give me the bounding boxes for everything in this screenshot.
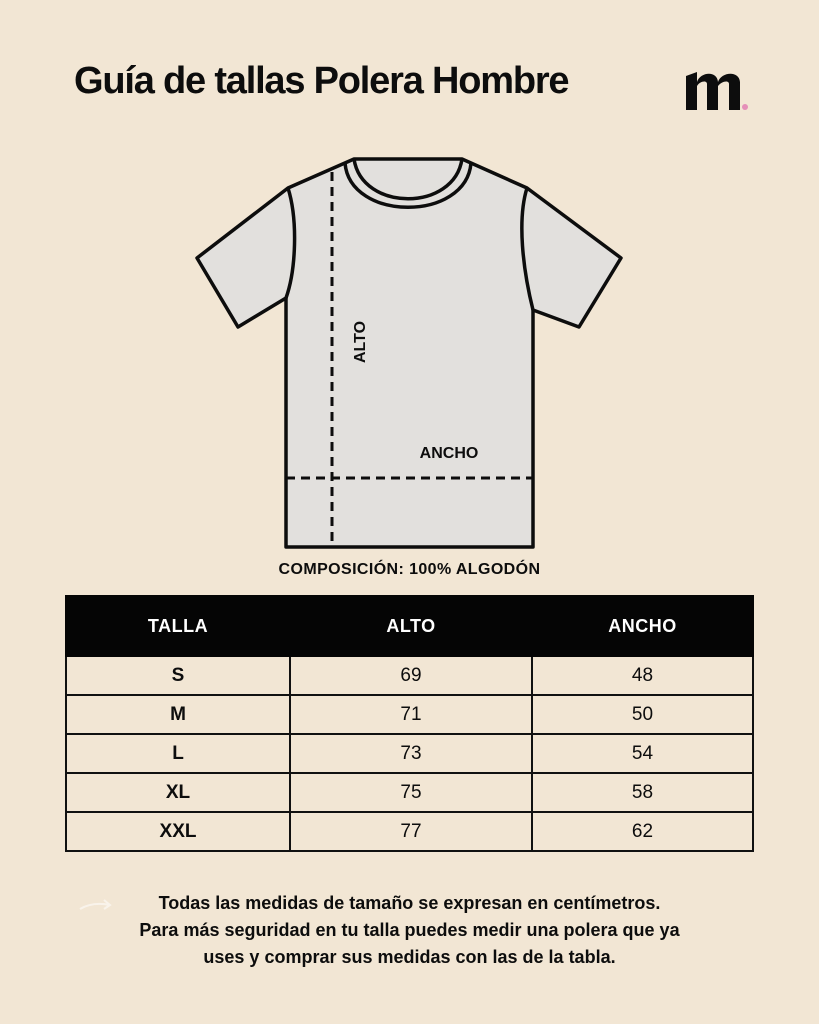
footer-line-2: Para más seguridad en tu talla puedes medir una polera que ya — [139, 920, 680, 940]
size-cell: M — [66, 695, 290, 734]
footer-note — [60, 890, 759, 971]
alto-cell: 73 — [290, 734, 532, 773]
page-title: Guía de tallas Polera Hombre — [74, 60, 569, 102]
header-alto: ALTO — [290, 596, 532, 656]
size-cell: L — [66, 734, 290, 773]
composition-label: COMPOSICIÓN: 100% ALGODÓN — [278, 561, 541, 578]
table-row — [66, 773, 753, 812]
ancho-label: ANCHO — [419, 445, 479, 462]
header-ancho: ANCHO — [532, 596, 753, 656]
size-cell: XL — [66, 773, 290, 812]
table-header-row — [66, 596, 753, 656]
ancho-cell: 50 — [532, 695, 753, 734]
ancho-cell: 62 — [532, 812, 753, 851]
header-talla: TALLA — [66, 596, 290, 656]
size-cell: XXL — [66, 812, 290, 851]
footer-line-3: uses y comprar sus medidas con las de la tabla. — [203, 947, 616, 967]
size-table — [65, 595, 754, 852]
table-row — [66, 812, 753, 851]
alto-cell: 69 — [290, 656, 532, 695]
ancho-cell: 58 — [532, 773, 753, 812]
alto-label: ALTO — [352, 320, 369, 364]
alto-cell: 71 — [290, 695, 532, 734]
alto-cell: 75 — [290, 773, 532, 812]
size-cell: S — [66, 656, 290, 695]
tshirt-outline-icon — [190, 150, 630, 556]
m-logo-icon — [684, 66, 750, 114]
logo-dot — [742, 104, 748, 110]
ancho-cell: 48 — [532, 656, 753, 695]
table-row — [66, 656, 753, 695]
ancho-cell: 54 — [532, 734, 753, 773]
table-row — [66, 734, 753, 773]
footer-line-1: Todas las medidas de tamaño se expresan en centímetros. — [158, 893, 661, 913]
table-row — [66, 695, 753, 734]
alto-cell: 77 — [290, 812, 532, 851]
